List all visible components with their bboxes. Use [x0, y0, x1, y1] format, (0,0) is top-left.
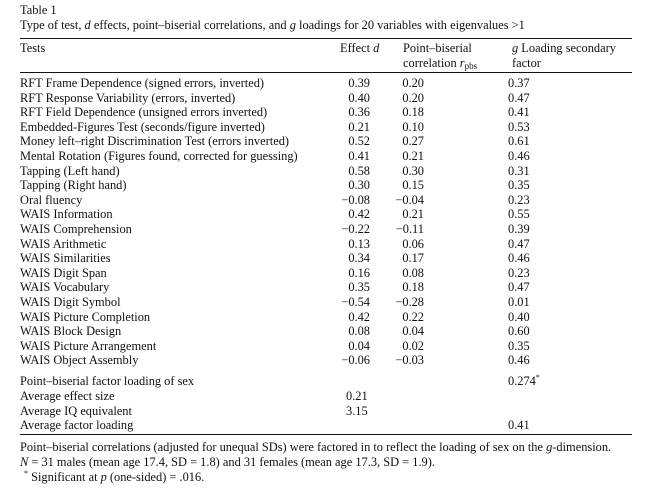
header-pbs-line2	[403, 56, 477, 70]
header-text: r	[459, 56, 465, 70]
table-label: Table 1	[20, 3, 57, 17]
cell-effect-d: −0.22	[341, 222, 370, 236]
summary-g-value: 0.274	[508, 374, 536, 388]
header-text: Loading secondary	[518, 41, 616, 55]
cell-g-loading: 0.46	[508, 149, 530, 163]
note-text: *	[24, 468, 28, 478]
cell-pbs: −0.28	[395, 295, 424, 309]
cell-test: WAIS Similarities	[20, 251, 111, 266]
cell-g-loading: 0.23	[508, 265, 530, 280]
table-row	[20, 295, 632, 310]
note-text: g	[546, 440, 553, 454]
summary-row	[20, 374, 632, 389]
table-row	[20, 91, 632, 106]
note-text: Significant at	[28, 470, 101, 484]
table-row	[20, 280, 632, 295]
cell-pbs: −0.04	[395, 192, 424, 207]
cell-effect-d: 0.42	[348, 207, 370, 222]
cell-g-loading: 0.35	[508, 178, 530, 193]
cell-pbs: 0.15	[402, 178, 424, 193]
cell-effect-d: 0.16	[348, 265, 370, 280]
cell-pbs: −0.03	[395, 353, 424, 368]
header-effect-d	[340, 41, 379, 55]
summary-label: Average factor loading	[20, 418, 134, 433]
cell-pbs: 0.02	[402, 338, 424, 353]
table-row	[20, 134, 632, 149]
header-text: Effect	[340, 41, 374, 55]
cell-pbs: 0.18	[402, 105, 424, 120]
table-row	[20, 164, 632, 179]
summary-row	[20, 404, 632, 419]
summary-label: Point–biserial factor loading of sex	[20, 374, 195, 388]
cell-effect-d: 0.36	[348, 105, 370, 120]
cell-test: WAIS Arithmetic	[20, 236, 107, 251]
cell-pbs: 0.08	[402, 265, 424, 280]
caption-text: effects, point–biserial correlations, and	[90, 18, 290, 32]
cell-test: WAIS Digit Symbol	[20, 295, 121, 309]
cell-test: WAIS Digit Span	[20, 265, 107, 280]
cell-pbs: 0.18	[402, 280, 424, 295]
table-row	[20, 120, 632, 135]
cell-effect-d: 0.35	[348, 280, 370, 295]
cell-test: RFT Response Variability (errors, inverted)	[20, 90, 236, 105]
table-row	[20, 251, 632, 266]
caption-text: d	[84, 18, 91, 32]
note-text: = 31 males (mean age 17.4, SD = 1.8) and 31 females (mean age 17.3, SD = 1.9).	[28, 455, 435, 469]
summary-label: Average effect size	[20, 388, 115, 403]
cell-test: Embedded-Figures Test (seconds/figure inverted)	[20, 119, 265, 134]
table-row	[20, 339, 632, 354]
cell-effect-d: 0.08	[348, 324, 370, 339]
note-text: N	[20, 455, 29, 469]
table-row	[20, 266, 632, 281]
note-text: (one-sided) = .016.	[106, 470, 205, 484]
top-rule	[20, 38, 632, 39]
cell-g-loading: 0.41	[508, 105, 530, 120]
note-text: Point–biserial correlations (adjusted for unequal SDs) were factored in to reflect the loading of sex on the	[20, 440, 547, 454]
cell-test: WAIS Information	[20, 207, 113, 222]
summary-row	[20, 389, 632, 404]
cell-g-loading: 0.47	[508, 236, 530, 251]
cell-pbs: 0.27	[402, 134, 424, 149]
summary-g-loading	[508, 374, 540, 389]
cell-test: WAIS Picture Arrangement	[20, 338, 157, 353]
cell-effect-d: 0.21	[348, 119, 370, 134]
cell-test: RFT Field Dependence (unsigned errors inverted)	[20, 105, 268, 120]
cell-g-loading: 0.60	[508, 324, 530, 339]
cell-pbs: 0.21	[402, 207, 424, 222]
table-row	[20, 237, 632, 252]
summary-effect-d: 0.21	[346, 388, 368, 403]
cell-pbs: 0.30	[402, 163, 424, 178]
note-text: -dimension.	[552, 440, 612, 454]
cell-g-loading: 0.40	[508, 309, 530, 324]
header-text: g	[512, 41, 519, 55]
cell-effect-d: 0.39	[348, 76, 370, 90]
cell-g-loading: 0.31	[508, 163, 530, 178]
cell-g-loading: 0.47	[508, 90, 530, 105]
cell-g-loading: 0.61	[508, 134, 530, 149]
cell-pbs: 0.06	[402, 236, 424, 251]
cell-test: Oral fluency	[20, 192, 83, 207]
table-row	[20, 193, 632, 208]
cell-g-loading: 0.23	[508, 192, 530, 207]
cell-g-loading: 0.46	[508, 353, 530, 368]
cell-effect-d: 0.13	[348, 236, 370, 251]
table-row	[20, 310, 632, 325]
caption-text: loadings for 20 variables with eigenvalues >1	[295, 18, 525, 32]
caption-text: Type of test,	[20, 18, 85, 32]
table-caption	[20, 18, 525, 32]
bottom-rule	[20, 434, 632, 435]
cell-test: WAIS Block Design	[20, 324, 122, 339]
summary-effect-d: 3.15	[346, 403, 368, 418]
cell-test: RFT Frame Dependence (signed errors, inverted)	[20, 76, 265, 90]
cell-effect-d: −0.54	[341, 295, 370, 309]
header-text: correlation	[403, 56, 460, 70]
cell-g-loading: 0.53	[508, 119, 530, 134]
cell-effect-d: 0.58	[348, 163, 370, 178]
cell-g-loading: 0.46	[508, 251, 530, 266]
cell-effect-d: 0.41	[348, 149, 370, 163]
cell-g-loading: 0.55	[508, 207, 530, 222]
cell-test: Tapping (Right hand)	[20, 178, 127, 193]
table-row	[20, 149, 632, 164]
cell-g-loading: 0.35	[508, 338, 530, 353]
cell-effect-d: 0.52	[348, 134, 370, 149]
summary-g-loading	[508, 418, 530, 433]
cell-test: WAIS Vocabulary	[20, 280, 110, 295]
cell-pbs: 0.20	[402, 76, 424, 90]
cell-pbs: 0.20	[402, 90, 424, 105]
cell-test: WAIS Comprehension	[20, 222, 132, 236]
cell-effect-d: 0.42	[348, 309, 370, 324]
note-text: p	[100, 470, 107, 484]
table-row	[20, 207, 632, 222]
table-row	[20, 324, 632, 339]
cell-pbs: 0.04	[402, 324, 424, 339]
cell-test: WAIS Object Assembly	[20, 353, 139, 368]
cell-effect-d: 0.40	[348, 90, 370, 105]
table-row	[20, 178, 632, 193]
summary-g-value: 0.41	[508, 418, 530, 433]
cell-effect-d: −0.08	[341, 192, 370, 207]
cell-pbs: 0.10	[402, 119, 424, 134]
cell-test: Tapping (Left hand)	[20, 163, 120, 178]
header-g-line2: factor	[512, 56, 541, 70]
table-row	[20, 353, 632, 368]
cell-test: WAIS Picture Completion	[20, 309, 151, 324]
cell-g-loading: 0.47	[508, 280, 530, 295]
cell-test: Money left–right Discrimination Test (errors inverted)	[20, 134, 290, 149]
header-rule	[20, 72, 632, 73]
header-text: pbs	[464, 61, 478, 71]
header-text: d	[373, 41, 380, 55]
cell-effect-d: 0.34	[348, 251, 370, 266]
cell-pbs: 0.22	[402, 309, 424, 324]
header-g-line1	[512, 41, 616, 55]
table-row	[20, 222, 632, 237]
cell-effect-d: 0.04	[348, 338, 370, 353]
cell-effect-d: −0.06	[341, 353, 370, 368]
table-row	[20, 76, 632, 91]
header-tests: Tests	[20, 41, 46, 55]
note-1	[20, 440, 611, 454]
cell-test: Mental Rotation (Figures found, corrected for guessing)	[20, 149, 298, 163]
cell-pbs: −0.11	[395, 222, 424, 236]
summary-row	[20, 418, 632, 433]
header-pbs-line1: Point–biserial	[403, 41, 472, 55]
note-2	[20, 455, 435, 469]
summary-label: Average IQ equivalent	[20, 403, 132, 418]
cell-g-loading: 0.37	[508, 76, 530, 90]
note-3	[24, 470, 204, 484]
table-row	[20, 105, 632, 120]
caption-text: g	[289, 18, 296, 32]
cell-effect-d: 0.30	[348, 178, 370, 193]
significance-mark: *	[535, 372, 540, 382]
cell-pbs: 0.21	[402, 149, 424, 163]
cell-pbs: 0.17	[402, 251, 424, 266]
cell-g-loading: 0.01	[508, 295, 530, 309]
cell-g-loading: 0.39	[508, 222, 530, 236]
